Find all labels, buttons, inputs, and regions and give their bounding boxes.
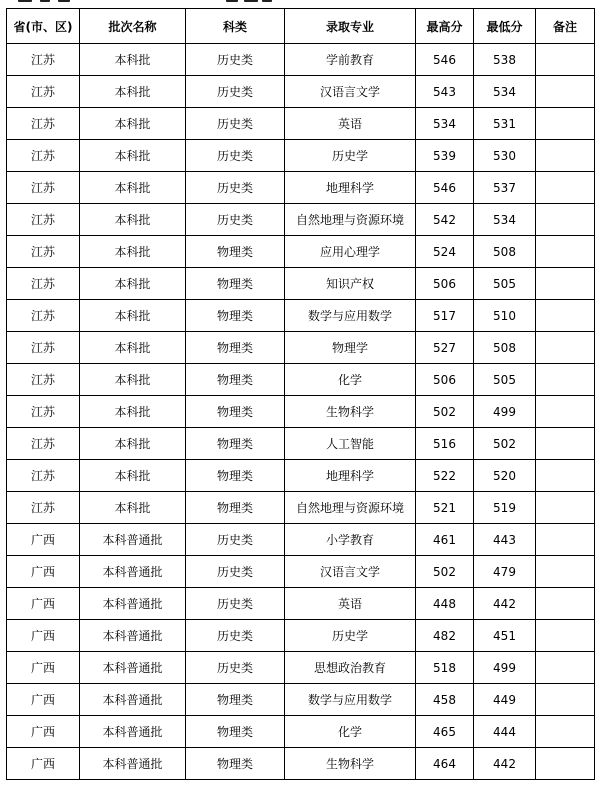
cell-province: 江苏 bbox=[7, 332, 80, 364]
table-row bbox=[7, 460, 595, 492]
cell-batch: 本科批 bbox=[80, 460, 186, 492]
cell-category: 历史类 bbox=[186, 140, 285, 172]
cell-min-score: 508 bbox=[474, 332, 536, 364]
cell-note bbox=[536, 268, 595, 300]
table-row bbox=[7, 76, 595, 108]
header-batch: 批次名称 bbox=[80, 9, 186, 44]
cell-min-score: 442 bbox=[474, 748, 536, 780]
cell-category: 物理类 bbox=[186, 332, 285, 364]
cell-province: 广西 bbox=[7, 684, 80, 716]
cell-category: 历史类 bbox=[186, 204, 285, 236]
table-row bbox=[7, 268, 595, 300]
cell-min-score: 538 bbox=[474, 44, 536, 76]
cell-max-score: 518 bbox=[416, 652, 474, 684]
header-province: 省(市、区) bbox=[7, 9, 80, 44]
cell-max-score: 527 bbox=[416, 332, 474, 364]
cell-note bbox=[536, 396, 595, 428]
cell-batch: 本科批 bbox=[80, 44, 186, 76]
table-row bbox=[7, 684, 595, 716]
cell-major: 人工智能 bbox=[285, 428, 416, 460]
cell-major: 英语 bbox=[285, 108, 416, 140]
cell-note bbox=[536, 364, 595, 396]
cell-batch: 本科批 bbox=[80, 428, 186, 460]
cell-min-score: 499 bbox=[474, 652, 536, 684]
cell-category: 历史类 bbox=[186, 76, 285, 108]
cell-province: 广西 bbox=[7, 652, 80, 684]
cell-category: 历史类 bbox=[186, 108, 285, 140]
cell-max-score: 506 bbox=[416, 364, 474, 396]
cell-major: 地理科学 bbox=[285, 172, 416, 204]
cell-province: 广西 bbox=[7, 716, 80, 748]
cell-max-score: 517 bbox=[416, 300, 474, 332]
admission-score-table bbox=[6, 8, 595, 780]
cell-province: 江苏 bbox=[7, 396, 80, 428]
cell-major: 化学 bbox=[285, 364, 416, 396]
cell-max-score: 539 bbox=[416, 140, 474, 172]
cell-max-score: 543 bbox=[416, 76, 474, 108]
cell-batch: 本科批 bbox=[80, 492, 186, 524]
cell-major: 小学教育 bbox=[285, 524, 416, 556]
cell-note bbox=[536, 652, 595, 684]
cell-min-score: 520 bbox=[474, 460, 536, 492]
cell-province: 广西 bbox=[7, 556, 80, 588]
cell-major: 历史学 bbox=[285, 140, 416, 172]
cell-note bbox=[536, 620, 595, 652]
cell-major: 知识产权 bbox=[285, 268, 416, 300]
table-row bbox=[7, 556, 595, 588]
cell-category: 物理类 bbox=[186, 716, 285, 748]
cell-category: 物理类 bbox=[186, 236, 285, 268]
cell-max-score: 542 bbox=[416, 204, 474, 236]
cell-category: 物理类 bbox=[186, 684, 285, 716]
cell-batch: 本科批 bbox=[80, 236, 186, 268]
cell-min-score: 444 bbox=[474, 716, 536, 748]
table-row bbox=[7, 300, 595, 332]
cell-province: 江苏 bbox=[7, 44, 80, 76]
cell-min-score: 510 bbox=[474, 300, 536, 332]
header-major: 录取专业 bbox=[285, 9, 416, 44]
cell-category: 历史类 bbox=[186, 44, 285, 76]
cell-min-score: 530 bbox=[474, 140, 536, 172]
cell-category: 物理类 bbox=[186, 460, 285, 492]
table-row bbox=[7, 748, 595, 780]
cell-max-score: 502 bbox=[416, 396, 474, 428]
table-row bbox=[7, 652, 595, 684]
table-row bbox=[7, 396, 595, 428]
table-row bbox=[7, 204, 595, 236]
cell-category: 历史类 bbox=[186, 172, 285, 204]
cell-max-score: 534 bbox=[416, 108, 474, 140]
cell-batch: 本科批 bbox=[80, 204, 186, 236]
cell-max-score: 506 bbox=[416, 268, 474, 300]
cell-category: 历史类 bbox=[186, 588, 285, 620]
table-row bbox=[7, 236, 595, 268]
cell-category: 历史类 bbox=[186, 524, 285, 556]
cell-major: 历史学 bbox=[285, 620, 416, 652]
table-row bbox=[7, 620, 595, 652]
table-row bbox=[7, 44, 595, 76]
cell-min-score: 499 bbox=[474, 396, 536, 428]
cell-min-score: 442 bbox=[474, 588, 536, 620]
table-row bbox=[7, 428, 595, 460]
cell-max-score: 546 bbox=[416, 172, 474, 204]
cell-batch: 本科批 bbox=[80, 76, 186, 108]
cell-province: 江苏 bbox=[7, 300, 80, 332]
table-row bbox=[7, 364, 595, 396]
cell-province: 江苏 bbox=[7, 204, 80, 236]
cell-major: 学前教育 bbox=[285, 44, 416, 76]
cell-category: 历史类 bbox=[186, 620, 285, 652]
cell-note bbox=[536, 556, 595, 588]
table-row bbox=[7, 172, 595, 204]
cell-major: 汉语言文学 bbox=[285, 556, 416, 588]
cell-note bbox=[536, 460, 595, 492]
cell-min-score: 505 bbox=[474, 364, 536, 396]
cell-batch: 本科批 bbox=[80, 396, 186, 428]
table-row bbox=[7, 332, 595, 364]
cell-batch: 本科批 bbox=[80, 332, 186, 364]
cell-note bbox=[536, 716, 595, 748]
cell-max-score: 448 bbox=[416, 588, 474, 620]
cell-major: 英语 bbox=[285, 588, 416, 620]
cell-major: 应用心理学 bbox=[285, 236, 416, 268]
cell-province: 广西 bbox=[7, 588, 80, 620]
table-body bbox=[7, 44, 595, 780]
cell-province: 广西 bbox=[7, 748, 80, 780]
cell-min-score: 479 bbox=[474, 556, 536, 588]
header-max-score: 最高分 bbox=[416, 9, 474, 44]
cell-batch: 本科普通批 bbox=[80, 620, 186, 652]
table-row bbox=[7, 524, 595, 556]
cell-category: 物理类 bbox=[186, 364, 285, 396]
cell-major: 自然地理与资源环境 bbox=[285, 204, 416, 236]
cell-note bbox=[536, 524, 595, 556]
cell-batch: 本科批 bbox=[80, 108, 186, 140]
cell-min-score: 449 bbox=[474, 684, 536, 716]
header-category: 科类 bbox=[186, 9, 285, 44]
cell-batch: 本科普通批 bbox=[80, 716, 186, 748]
cell-province: 江苏 bbox=[7, 492, 80, 524]
cell-province: 江苏 bbox=[7, 460, 80, 492]
cell-batch: 本科普通批 bbox=[80, 524, 186, 556]
cell-max-score: 516 bbox=[416, 428, 474, 460]
cell-major: 数学与应用数学 bbox=[285, 684, 416, 716]
cell-batch: 本科批 bbox=[80, 300, 186, 332]
cell-max-score: 502 bbox=[416, 556, 474, 588]
cell-note bbox=[536, 684, 595, 716]
cell-min-score: 508 bbox=[474, 236, 536, 268]
cell-major: 生物科学 bbox=[285, 748, 416, 780]
cell-note bbox=[536, 748, 595, 780]
cell-max-score: 464 bbox=[416, 748, 474, 780]
cell-province: 江苏 bbox=[7, 236, 80, 268]
cell-max-score: 522 bbox=[416, 460, 474, 492]
cell-max-score: 465 bbox=[416, 716, 474, 748]
cell-batch: 本科普通批 bbox=[80, 748, 186, 780]
cell-min-score: 505 bbox=[474, 268, 536, 300]
cell-province: 广西 bbox=[7, 620, 80, 652]
cell-note bbox=[536, 108, 595, 140]
cell-batch: 本科批 bbox=[80, 172, 186, 204]
cell-province: 江苏 bbox=[7, 76, 80, 108]
table-row bbox=[7, 140, 595, 172]
table-row bbox=[7, 588, 595, 620]
cell-category: 物理类 bbox=[186, 748, 285, 780]
cell-major: 自然地理与资源环境 bbox=[285, 492, 416, 524]
cell-category: 历史类 bbox=[186, 556, 285, 588]
header-note: 备注 bbox=[536, 9, 595, 44]
cell-batch: 本科批 bbox=[80, 140, 186, 172]
cell-batch: 本科普通批 bbox=[80, 556, 186, 588]
cell-category: 物理类 bbox=[186, 492, 285, 524]
table-row bbox=[7, 492, 595, 524]
cell-batch: 本科普通批 bbox=[80, 684, 186, 716]
cell-batch: 本科批 bbox=[80, 364, 186, 396]
cell-note bbox=[536, 236, 595, 268]
cell-major: 地理科学 bbox=[285, 460, 416, 492]
cell-min-score: 443 bbox=[474, 524, 536, 556]
cell-note bbox=[536, 76, 595, 108]
cell-batch: 本科普通批 bbox=[80, 652, 186, 684]
header-min-score: 最低分 bbox=[474, 9, 536, 44]
cell-category: 物理类 bbox=[186, 268, 285, 300]
cell-category: 物理类 bbox=[186, 428, 285, 460]
cell-major: 汉语言文学 bbox=[285, 76, 416, 108]
cell-max-score: 458 bbox=[416, 684, 474, 716]
cell-category: 历史类 bbox=[186, 652, 285, 684]
cell-note bbox=[536, 428, 595, 460]
cell-note bbox=[536, 140, 595, 172]
cell-major: 思想政治教育 bbox=[285, 652, 416, 684]
cell-note bbox=[536, 588, 595, 620]
cell-max-score: 524 bbox=[416, 236, 474, 268]
cell-max-score: 521 bbox=[416, 492, 474, 524]
cell-major: 生物科学 bbox=[285, 396, 416, 428]
cell-min-score: 537 bbox=[474, 172, 536, 204]
cell-min-score: 519 bbox=[474, 492, 536, 524]
cell-batch: 本科批 bbox=[80, 268, 186, 300]
table-row bbox=[7, 108, 595, 140]
cell-min-score: 531 bbox=[474, 108, 536, 140]
cell-note bbox=[536, 300, 595, 332]
cell-province: 江苏 bbox=[7, 428, 80, 460]
table-header-row bbox=[7, 9, 595, 44]
cell-min-score: 534 bbox=[474, 76, 536, 108]
cell-note bbox=[536, 44, 595, 76]
cell-max-score: 461 bbox=[416, 524, 474, 556]
cell-note bbox=[536, 332, 595, 364]
cell-major: 化学 bbox=[285, 716, 416, 748]
cell-province: 江苏 bbox=[7, 172, 80, 204]
cell-batch: 本科普通批 bbox=[80, 588, 186, 620]
cell-province: 江苏 bbox=[7, 140, 80, 172]
cell-max-score: 546 bbox=[416, 44, 474, 76]
cell-province: 江苏 bbox=[7, 108, 80, 140]
cell-note bbox=[536, 172, 595, 204]
cropped-previous-text bbox=[0, 0, 600, 8]
cell-min-score: 534 bbox=[474, 204, 536, 236]
cell-major: 物理学 bbox=[285, 332, 416, 364]
cell-category: 物理类 bbox=[186, 300, 285, 332]
cell-max-score: 482 bbox=[416, 620, 474, 652]
cell-province: 江苏 bbox=[7, 268, 80, 300]
cell-major: 数学与应用数学 bbox=[285, 300, 416, 332]
cell-min-score: 451 bbox=[474, 620, 536, 652]
cell-min-score: 502 bbox=[474, 428, 536, 460]
cell-note bbox=[536, 492, 595, 524]
table-row bbox=[7, 716, 595, 748]
cell-province: 江苏 bbox=[7, 364, 80, 396]
cell-category: 物理类 bbox=[186, 396, 285, 428]
cell-note bbox=[536, 204, 595, 236]
cell-province: 广西 bbox=[7, 524, 80, 556]
